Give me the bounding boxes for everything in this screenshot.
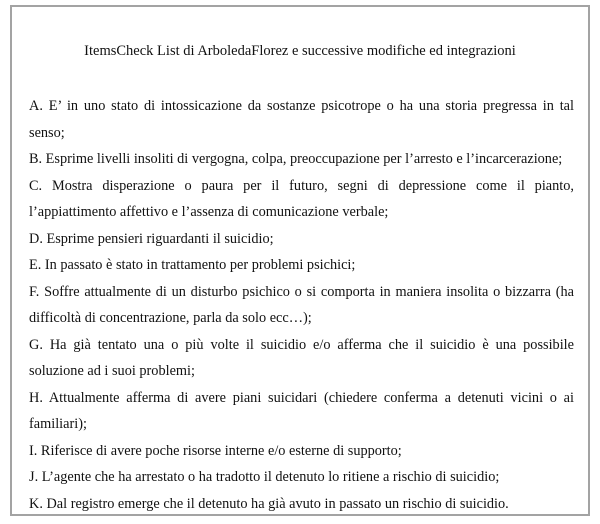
document-frame — [10, 5, 590, 516]
checklist-item-e: E. In passato è stato in trattamento per problemi psichici; — [29, 257, 356, 273]
checklist-item-j: J. L’agente che ha arrestato o ha tradotto il detenuto lo ritiene a rischio di suicidio; — [29, 469, 500, 485]
checklist-item-k: K. Dal registro emerge che il detenuto ha già avuto in passato un rischio di suicidio. — [29, 495, 509, 512]
checklist-item-b: B. Esprime livelli insoliti di vergogna, colpa, preoccupazione per l’arresto e l’incarcerazione; — [29, 151, 563, 167]
checklist-item-i: I. Riferisce di avere poche risorse interne e/o esterne di supporto; — [29, 442, 402, 459]
checklist-item-a: A. E’ in uno stato di intossicazione da sostanze psicotrope o ha una storia pregressa in tal senso; — [29, 98, 574, 141]
checklist-item-f: F. Soffre attualmente di un disturbo psichico o si comporta in maniera insolita o bizzarra (ha difficoltà di concentrazione, parla da solo ecc…); — [29, 283, 574, 326]
checklist — [29, 93, 574, 517]
checklist-item-c: C. Mostra disperazione o paura per il futuro, segni di depressione come il pianto, l’appiattimento affettivo e l’assenza di comunicazione verbale; — [29, 177, 574, 220]
checklist-item-h: H. Attualmente afferma di avere piani suicidari (chiedere conferma a detenuti vicini o ai familiari); — [29, 389, 574, 432]
checklist-item-g: G. Ha già tentato una o più volte il suicidio e/o afferma che il suicidio è una possibile soluzione ad i suoi problemi; — [29, 336, 574, 379]
document-title: ItemsCheck List di ArboledaFlorez e successive modifiche ed integrazioni — [84, 43, 516, 59]
checklist-item-d: D. Esprime pensieri riguardanti il suicidio; — [29, 230, 274, 247]
